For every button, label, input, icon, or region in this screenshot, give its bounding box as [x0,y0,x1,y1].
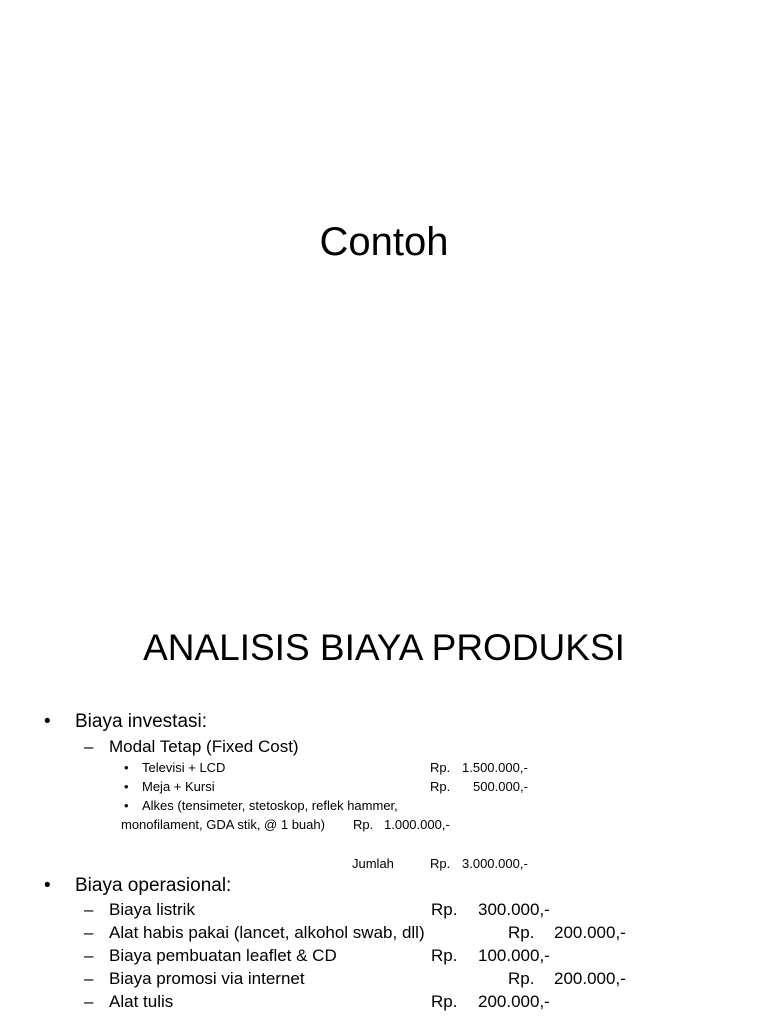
bullet-icon: • [124,779,129,794]
item-currency: Rp. [508,923,535,942]
dash-icon: – [84,923,94,942]
bullet-icon: • [124,760,129,775]
item-name-continued: monofilament, GDA stik, @ 1 buah) [121,817,325,832]
item-name: Biaya listrik [109,900,195,919]
item-name: Biaya pembuatan leaflet & CD [109,946,337,965]
item-name: Alat habis pakai (lancet, alkohol swab, dll) [109,923,425,942]
item-name: Alat tulis [109,992,174,1011]
total-label: Jumlah [352,856,394,871]
section-label-operasional: Biaya operasional: [75,875,232,896]
item-name: Alkes (tensimeter, stetoskop, reflek hammer, [142,798,398,813]
item-currency: Rp. [353,817,374,832]
item-amount: 300.000,- [478,900,550,919]
bullet-icon: • [44,711,51,732]
section-label-investasi: Biaya investasi: [75,711,208,732]
dash-icon: – [84,969,94,988]
bullet-icon: • [124,798,129,813]
item-name: Televisi + LCD [142,760,226,775]
total-currency: Rp. [430,856,451,871]
item-currency: Rp. [431,946,458,965]
slide-analisis-biaya [0,576,768,1024]
slide-title: Contoh [319,220,449,264]
dash-icon: – [84,946,94,965]
item-currency: Rp. [430,760,451,775]
item-currency: Rp. [431,900,458,919]
item-amount: 1.000.000,- [384,817,450,832]
bullet-icon: • [44,875,51,896]
total-amount: 3.000.000,- [462,856,528,871]
item-amount: 200.000,- [554,969,626,988]
item-currency: Rp. [431,992,458,1011]
item-amount: 100.000,- [478,946,550,965]
item-name: Biaya promosi via internet [109,969,305,988]
item-amount: 200.000,- [478,992,550,1011]
dash-icon: – [84,737,94,756]
item-amount: 1.500.000,- [462,760,528,775]
item-currency: Rp. [430,779,451,794]
item-amount: 500.000,- [473,779,528,794]
dash-icon: – [84,992,94,1011]
sub-label-fixed-cost: Modal Tetap (Fixed Cost) [109,737,299,756]
item-currency: Rp. [508,969,535,988]
slide-title: ANALISIS BIAYA PRODUKSI [143,627,625,668]
dash-icon: – [84,900,94,919]
item-amount: 200.000,- [554,923,626,942]
item-name: Meja + Kursi [142,779,215,794]
